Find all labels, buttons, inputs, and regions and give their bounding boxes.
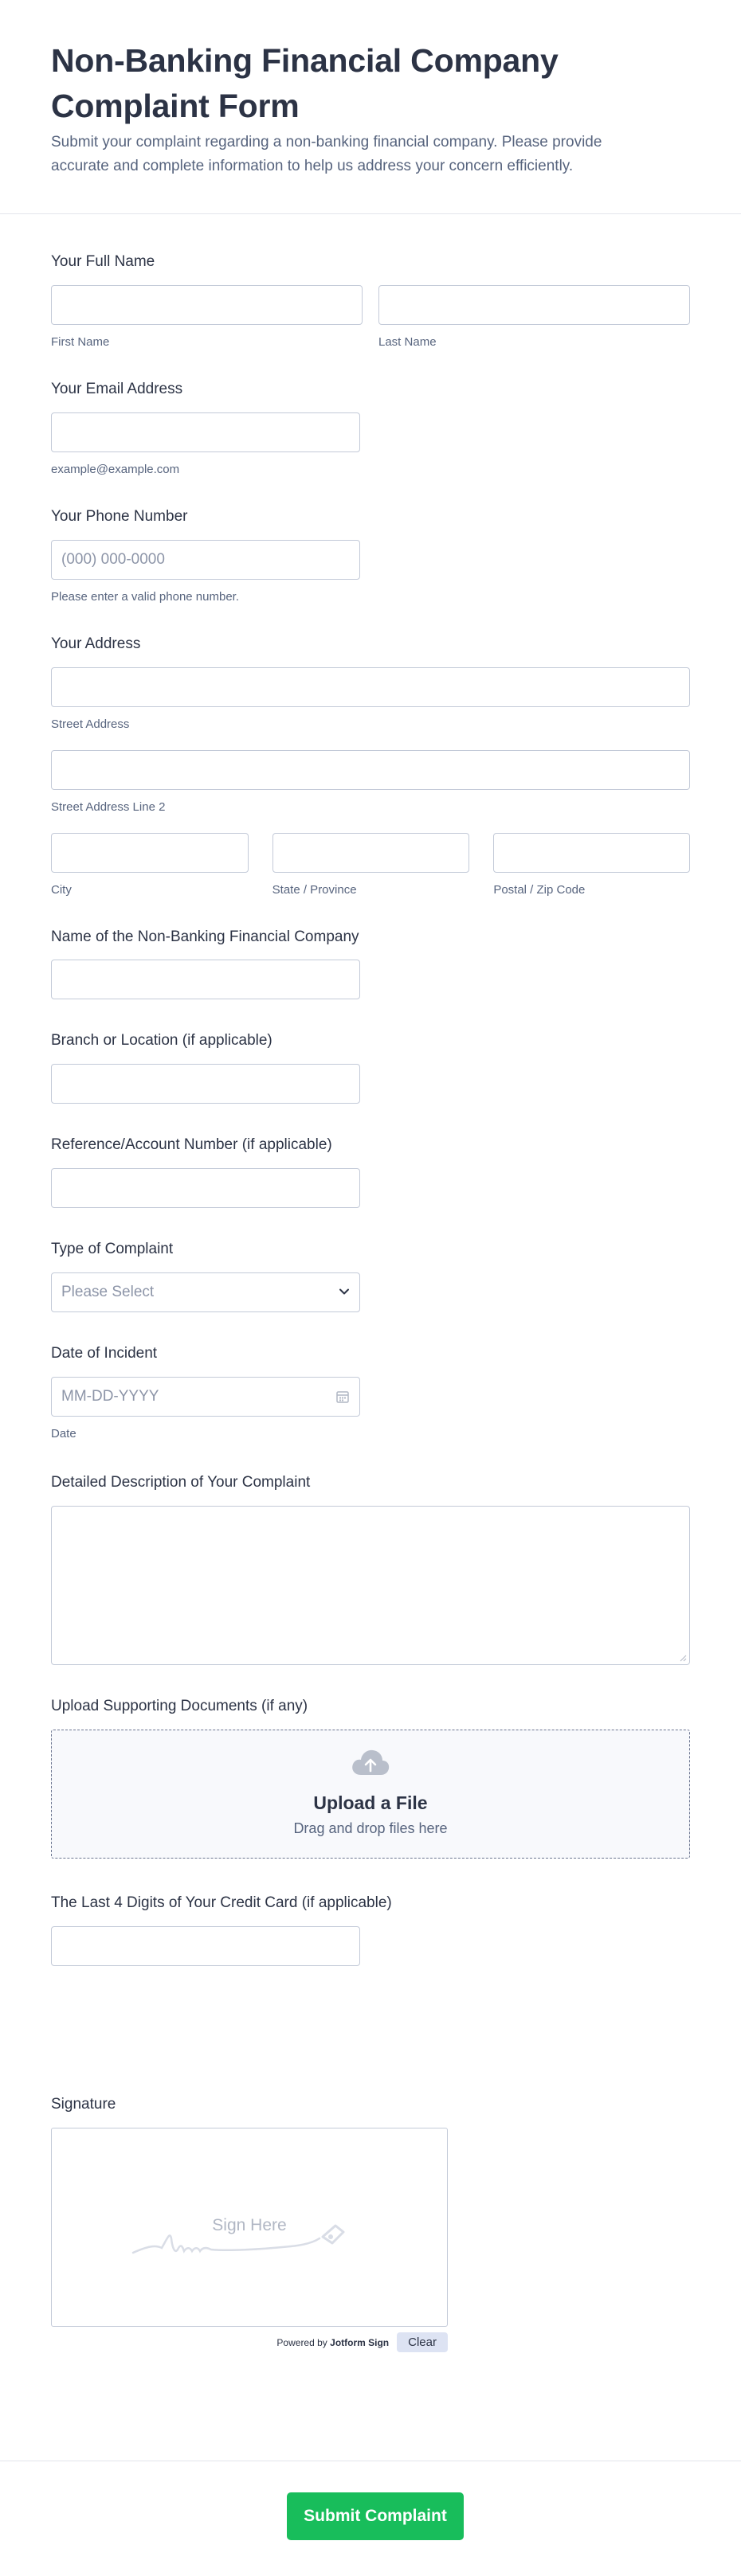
complaint-type-select[interactable] (51, 1272, 360, 1312)
first-name-sublabel: First Name (51, 335, 110, 349)
postal-code-sublabel: Postal / Zip Code (493, 883, 586, 897)
description-label: Detailed Description of Your Complaint (51, 1474, 311, 1491)
chevron-down-icon (339, 1286, 350, 1297)
email-label: Your Email Address (51, 381, 183, 397)
postal-code-input[interactable] (493, 833, 690, 873)
form-title (51, 38, 690, 129)
form-subtitle (51, 131, 690, 178)
complaint-type-field (51, 1238, 690, 1312)
branch-label: Branch or Location (if applicable) (51, 1032, 272, 1049)
reference-label: Reference/Account Number (if applicable) (51, 1136, 332, 1153)
signature-footer (51, 2332, 448, 2352)
full-name-field (51, 251, 690, 350)
email-sublabel: example@example.com (51, 463, 180, 476)
form-subtitle-line2: accurate and complete information to help us address your concern efficiently. (51, 158, 574, 174)
reference-field (51, 1134, 690, 1208)
form-subtitle-line1: Submit your complaint regarding a non-banking financial company. Please provide (51, 134, 602, 150)
phone-input[interactable] (51, 540, 360, 580)
form-header (0, 0, 741, 214)
powered-by-prefix: Powered by (276, 2336, 327, 2348)
credit-card-label: The Last 4 Digits of Your Credit Card (if applicable) (51, 1894, 392, 1911)
city-sublabel: City (51, 883, 72, 897)
first-name-input[interactable] (51, 285, 363, 325)
signature-field (51, 2093, 690, 2352)
last-name-sublabel: Last Name (378, 335, 437, 349)
form-body (0, 251, 741, 2352)
upload-dropzone[interactable] (51, 1730, 690, 1859)
upload-title: Upload a File (313, 1792, 428, 1813)
credit-card-field (51, 1892, 690, 1966)
complaint-type-selected: Please Select (61, 1284, 155, 1300)
address-field (51, 633, 690, 897)
form-title-line1: Non-Banking Financial Company (51, 42, 559, 79)
city-input[interactable] (51, 833, 249, 873)
powered-by-text (276, 2337, 389, 2348)
email-field (51, 378, 690, 477)
branch-input[interactable] (51, 1064, 360, 1104)
resize-grip-icon[interactable] (679, 1654, 687, 1662)
company-name-field (51, 926, 690, 999)
clear-signature-button[interactable]: Clear (397, 2332, 448, 2352)
upload-subtitle: Drag and drop files here (293, 1820, 448, 1836)
street-address-input[interactable] (51, 667, 690, 707)
signature-pad[interactable] (51, 2128, 448, 2327)
signature-placeholder: Sign Here (212, 2216, 287, 2234)
description-field (51, 1472, 690, 1665)
cloud-upload-icon (350, 1748, 391, 1780)
reference-input[interactable] (51, 1168, 360, 1208)
incident-date-input[interactable] (51, 1377, 360, 1417)
phone-placeholder: (000) 000-0000 (61, 551, 165, 568)
branch-field (51, 1030, 690, 1104)
street-address-sublabel: Street Address (51, 717, 130, 731)
phone-label: Your Phone Number (51, 508, 188, 525)
calendar-icon[interactable] (335, 1390, 350, 1404)
phone-field (51, 506, 690, 604)
incident-date-field (51, 1343, 690, 1441)
state-sublabel: State / Province (272, 883, 357, 897)
full-name-label: Your Full Name (51, 253, 155, 270)
street-address-line2-sublabel: Street Address Line 2 (51, 800, 166, 814)
incident-date-placeholder: MM-DD-YYYY (61, 1388, 159, 1405)
signature-label: Signature (51, 2096, 116, 2113)
email-input[interactable] (51, 412, 360, 452)
upload-label: Upload Supporting Documents (if any) (51, 1698, 308, 1714)
company-name-input[interactable] (51, 960, 360, 999)
last-name-input[interactable] (378, 285, 690, 325)
incident-date-sublabel: Date (51, 1427, 76, 1440)
phone-sublabel: Please enter a valid phone number. (51, 590, 239, 604)
company-name-label: Name of the Non-Banking Financial Company (51, 928, 359, 945)
submit-button[interactable]: Submit Complaint (287, 2492, 464, 2540)
form-title-line2: Complaint Form (51, 88, 300, 124)
credit-card-input[interactable] (51, 1926, 360, 1966)
state-input[interactable] (272, 833, 470, 873)
description-textarea[interactable] (51, 1506, 690, 1665)
powered-by-brand: Jotform Sign (330, 2336, 390, 2348)
incident-date-label: Date of Incident (51, 1345, 158, 1362)
upload-field (51, 1695, 690, 1859)
address-label: Your Address (51, 635, 141, 652)
street-address-line2-input[interactable] (51, 750, 690, 790)
complaint-type-label: Type of Complaint (51, 1241, 174, 1257)
